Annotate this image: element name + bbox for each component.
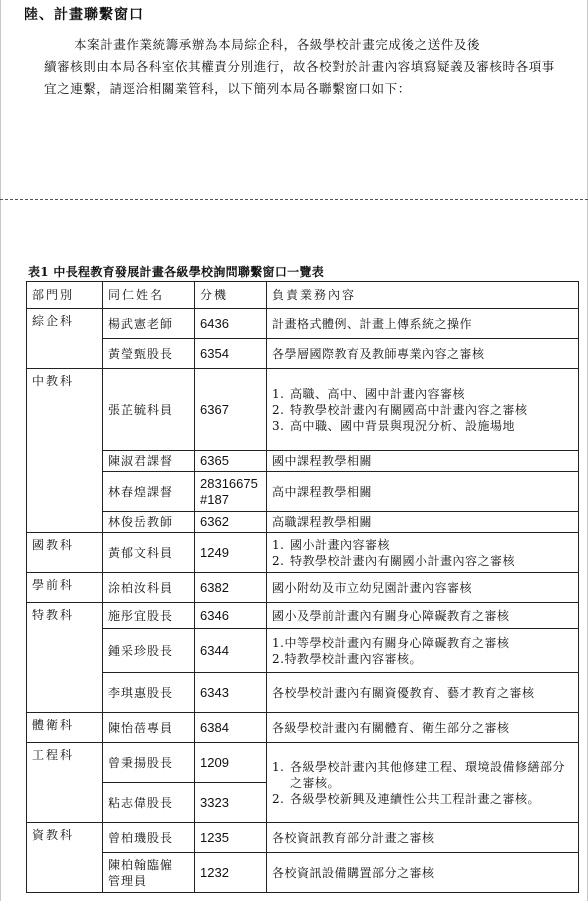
name-cell: 陳淑君課督 <box>103 451 195 472</box>
header-dept: 部門別 <box>27 282 103 309</box>
duty-cell: 國小及學前計畫內有關身心障礙教育之審核 <box>267 603 579 629</box>
ext-cell: 6354 <box>195 339 267 369</box>
table-row <box>27 573 579 603</box>
ext-cell: 6382 <box>195 573 267 603</box>
table-row <box>27 823 579 853</box>
duty-list-item: 2. 特教學校計畫內有關國高中計畫內容之審核 <box>272 402 528 417</box>
duty-cell: 各校資訊設備購置部分之審核 <box>267 853 579 893</box>
ext-cell: 1232 <box>195 853 267 893</box>
duty-cell: 國中課程教學相關 <box>267 451 579 472</box>
table-row <box>27 743 579 783</box>
dept-cell: 體衛科 <box>27 713 103 743</box>
duty-cell <box>267 533 579 573</box>
ext-cell: 6362 <box>195 512 267 533</box>
duty-line: 1.中等學校計畫內有關身心障礙教育之審核 <box>272 635 510 650</box>
dept-cell: 資教科 <box>27 823 103 893</box>
duty-list <box>272 537 573 569</box>
page-left-edge <box>0 0 1 901</box>
dept-cell: 國教科 <box>27 533 103 573</box>
duty-list-item: 1. 各級學校計畫內其他修建工程、環境設備修繕部分之審核。 <box>272 759 566 790</box>
name-cell: 曾秉揚股長 <box>103 743 195 783</box>
ext-line: #187 <box>200 491 229 507</box>
name-cell: 施彤宜股長 <box>103 603 195 629</box>
duty-cell <box>267 629 579 673</box>
table-row <box>27 713 579 743</box>
duty-list <box>272 386 573 434</box>
table-row <box>27 533 579 573</box>
table-caption: 表1 中長程教育發展計畫各級學校詢問聯繫窗口一覽表 <box>28 265 325 279</box>
duty-list-item: 3. 高中職、國中背景與現況分析、設施場地 <box>272 418 516 433</box>
dept-cell: 學前科 <box>27 573 103 603</box>
table-row <box>27 339 579 369</box>
ext-cell: 6367 <box>195 369 267 451</box>
ext-cell <box>195 472 267 512</box>
dept-cell: 綜企科 <box>27 309 103 369</box>
duty-list-item: 2. 特教學校計畫內有關國小計畫內容之審核 <box>272 553 516 568</box>
name-cell <box>103 853 195 893</box>
name-cell: 林春煌課督 <box>103 472 195 512</box>
ext-cell: 3323 <box>195 783 267 823</box>
name-cell: 涂柏汝科員 <box>103 573 195 603</box>
ext-line: 28316675 <box>200 475 258 491</box>
name-cell: 林俊岳教師 <box>103 512 195 533</box>
duty-cell: 高職課程教學相關 <box>267 512 579 533</box>
dept-cell: 中教科 <box>27 369 103 533</box>
duty-cell: 各學層國際教育及教師專業內容之審核 <box>267 339 579 369</box>
section-title: 陸、計畫聯繫窗口 <box>24 7 144 23</box>
ext-cell: 6343 <box>195 673 267 713</box>
duty-line: 2.特教學校計畫內容審核。 <box>272 651 422 666</box>
duty-cell <box>267 369 579 451</box>
name-line: 管理員 <box>108 873 148 888</box>
name-cell: 李琪惠股長 <box>103 673 195 713</box>
name-cell: 曾柏璣股長 <box>103 823 195 853</box>
duty-cell <box>267 743 579 823</box>
duty-cell: 國小附幼及市立幼兒園計畫內容審核 <box>267 573 579 603</box>
ext-cell: 1209 <box>195 743 267 783</box>
dept-cell: 特教科 <box>27 603 103 713</box>
duty-list <box>272 759 573 807</box>
header-name: 同仁姓名 <box>103 282 195 309</box>
contact-table <box>26 281 579 893</box>
header-duty: 負責業務內容 <box>267 282 579 309</box>
ext-cell: 6344 <box>195 629 267 673</box>
table-row <box>27 369 579 451</box>
ext-cell: 6365 <box>195 451 267 472</box>
table-row <box>27 603 579 629</box>
intro-paragraph-line1: 本案計畫作業統籌承辦為本局綜企科，各級學校計畫完成後之送件及後 <box>74 37 481 52</box>
ext-cell: 6346 <box>195 603 267 629</box>
ext-cell: 1249 <box>195 533 267 573</box>
intro-paragraph-rest: 續審核則由本局各科室依其權責分別進行，故各校對於計畫內容填寫疑義及審核時各項事宜之連繫，請逕洽相關業管科，以下簡列本局各聯繫窗口如下： <box>44 59 555 96</box>
table-row <box>27 472 579 512</box>
name-cell: 黃郁文科員 <box>103 533 195 573</box>
name-line: 陳柏翰臨僱 <box>108 857 174 872</box>
ext-cell: 1235 <box>195 823 267 853</box>
table-header-row <box>27 282 579 309</box>
name-cell: 陳怡蓓專員 <box>103 713 195 743</box>
table-row <box>27 512 579 533</box>
duty-list-item: 2. 各級學校新興及連續性公共工程計畫之審核。 <box>272 791 541 806</box>
header-ext: 分機 <box>195 282 267 309</box>
duty-cell: 各校學校計畫內有關資優教育、藝才教育之審核 <box>267 673 579 713</box>
table-row <box>27 451 579 472</box>
duty-list-item: 1. 國小計畫內容審核 <box>272 537 391 552</box>
duty-cell: 高中課程教學相關 <box>267 472 579 512</box>
duty-cell: 各級學校計畫內有關體育、衛生部分之審核 <box>267 713 579 743</box>
name-cell: 楊武憲老師 <box>103 309 195 339</box>
name-cell: 鍾采珍股長 <box>103 629 195 673</box>
name-cell: 張芷毓科員 <box>103 369 195 451</box>
name-cell: 黃瑩甄股長 <box>103 339 195 369</box>
ext-cell: 6436 <box>195 309 267 339</box>
table-row <box>27 629 579 673</box>
table-row <box>27 853 579 893</box>
ext-cell: 6384 <box>195 713 267 743</box>
table-row <box>27 309 579 339</box>
duty-list-item: 1. 高職、高中、國中計畫內容審核 <box>272 386 466 401</box>
table-row <box>27 673 579 713</box>
duty-cell: 計畫格式體例、計畫上傳系統之操作 <box>267 309 579 339</box>
dept-cell: 工程科 <box>27 743 103 823</box>
dashed-divider <box>0 199 588 200</box>
duty-cell: 各校資訊教育部分計畫之審核 <box>267 823 579 853</box>
name-cell: 粘志偉股長 <box>103 783 195 823</box>
